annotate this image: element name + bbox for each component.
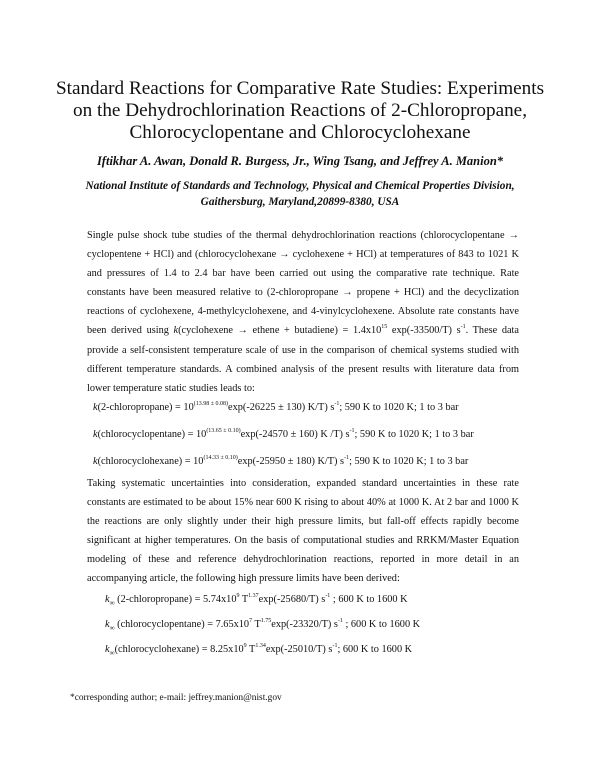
equation-rhs: exp(-24570 ± 160) K /T) s — [240, 429, 350, 440]
abstract-text-c: exp(-33500/T) s — [387, 325, 461, 337]
corresponding-author-footnote: *corresponding author; e-mail: jeffrey.manion@nist.gov — [70, 693, 282, 703]
rate-symbol: k — [173, 325, 179, 337]
equation-rhs: exp(-23320/T) s — [271, 619, 338, 630]
rate-equation-2-chloropropane — [93, 402, 459, 413]
equation-lhs: (chlorocyclohexane) = 8.25x10 — [114, 644, 244, 655]
temperature-symbol: T — [246, 644, 256, 655]
equation-range: ; 590 K to 1020 K; 1 to 3 bar — [354, 429, 474, 440]
abstract-text-d: . These data provide a self-consistent temperature scale of use in the comparison of chemical systems studied with different temperature standards. A combined analysis of the present results with literature data from lower temperature static studies leads to: — [87, 325, 519, 394]
equation-rhs: exp(-25950 ± 180) K/T) s — [237, 456, 345, 467]
equation-exponent: (14.33 ± 0.10) — [203, 455, 238, 461]
rate-symbol: k — [93, 402, 98, 413]
paragraph-text: Taking systematic uncertainties into consideration, expanded standard uncertainties in these rate constants are estimated to be about 15% near 600 K rising to about 40% at 1000 K. At 2 bar and 1000 K the reactions are only slightly under their high pressure limits, but fall-off effects rapidly become significant at higher temperatures. On the basis of computational studies and RRKM/Master Equation modeling of these and reference dehydrochlorination reactions, reported in more detail in an accompanying article, the following high pressure limits have been derived: — [87, 478, 519, 585]
equation-range: ; 600 K to 1600 K — [342, 619, 421, 630]
temperature-symbol: T — [239, 594, 249, 605]
unit-exponent: -1 — [460, 324, 466, 331]
infinity-subscript: ∞ — [109, 649, 115, 658]
equation-exponent: (13.98 ± 0.08) — [193, 401, 229, 407]
title-line-1: Standard Reactions for Comparative Rate Studies: Experiments — [55, 78, 545, 99]
paper-title — [40, 78, 560, 144]
unit-exponent: -1 — [334, 401, 340, 407]
equation-lhs: (chlorocyclohexane) = 10 — [97, 456, 204, 467]
unit-exponent: -1 — [325, 593, 331, 599]
author-list: Iftikhar A. Awan, Donald R. Burgess, Jr., Wing Tsang, and Jeffrey A. Manion* — [96, 154, 504, 168]
uncertainty-paragraph — [87, 474, 519, 589]
title-line-3: Chlorocyclopentane and Chlorocyclohexane — [129, 122, 471, 143]
unit-exponent: -1 — [344, 455, 350, 461]
equation-lhs: (chlorocyclopentane) = 10 — [97, 429, 207, 440]
title-line-2: on the Dehydrochlorination Reactions of 2-Chloropropane, — [73, 100, 527, 121]
rate-equation-chlorocyclopentane — [93, 429, 474, 440]
affiliation-line-1: National Institute of Standards and Technology, Physical and Chemical Properties Division, — [85, 180, 515, 192]
rate-symbol: k — [93, 456, 98, 467]
temperature-symbol: T — [252, 619, 261, 630]
temperature-exponent: 1.34 — [255, 643, 266, 649]
rate-equation-chlorocyclohexane — [93, 456, 468, 467]
equation-lhs: (chlorocyclopentane) = 7.65x10 — [114, 619, 250, 630]
equation-range: ; 590 K to 1020 K; 1 to 3 bar — [349, 456, 469, 467]
abstract-paragraph — [87, 226, 519, 398]
abstract-text-b: (cyclohexene → ethene + butadiene) = 1.4x10 — [178, 325, 382, 337]
infinity-subscript: ∞ — [109, 624, 115, 633]
exponent: 15 — [381, 324, 388, 331]
temperature-exponent: 1.75 — [260, 618, 272, 624]
equation-range: ; 590 K to 1020 K; 1 to 3 bar — [339, 402, 459, 413]
unit-exponent: -1 — [349, 428, 355, 434]
prefactor-exponent: 7 — [249, 618, 253, 624]
equation-exponent: (13.65 ± 0.10) — [206, 428, 241, 434]
high-pressure-limit-2-chloropropane — [105, 594, 408, 607]
equation-range: ; 600 K to 1600 K — [330, 594, 408, 605]
high-pressure-limit-chlorocyclohexane — [105, 644, 412, 657]
prefactor-exponent: 9 — [243, 643, 247, 649]
rate-symbol: k — [105, 644, 110, 655]
infinity-subscript: ∞ — [109, 599, 115, 608]
equation-rhs: exp(-25680/T) s — [258, 594, 326, 605]
unit-exponent: -1 — [337, 618, 343, 624]
rate-symbol: k — [105, 594, 110, 605]
rate-symbol: k — [105, 619, 110, 630]
affiliation — [60, 178, 540, 210]
equation-range: ; 600 K to 1600 K — [337, 644, 413, 655]
unit-exponent: -1 — [332, 643, 338, 649]
temperature-exponent: 1.37 — [248, 593, 259, 599]
equation-lhs: (2-chloropropane) = 10 — [97, 402, 194, 413]
rate-symbol: k — [93, 429, 98, 440]
affiliation-line-2: Gaithersburg, Maryland,20899-8380, USA — [200, 196, 400, 208]
equation-rhs: exp(-25010/T) s — [265, 644, 333, 655]
equation-lhs: (2-chloropropane) = 5.74x10 — [114, 594, 237, 605]
equation-rhs: exp(-26225 ± 130) K/T) s — [228, 402, 335, 413]
prefactor-exponent: 9 — [236, 593, 240, 599]
abstract-text-a: Single pulse shock tube studies of the thermal dehydrochlorination reactions (chlorocyclopentane → cyclopentene + HCl) and (chlorocyclohexane → cyclohexene + HCl) at temperatures of 843 to 1021 K and pressures of 1.4 to 2.4 bar have been carried out using the comparative rate technique. Rate constants have been measured relative to (2-chloropropane → propene + HCl) and the decyclization reactions of cyclohexene, 4-methylcyclohexene, and 4-vinylcyclohexene. Absolute rate constants have been derived using — [87, 230, 519, 337]
high-pressure-limit-chlorocyclopentane — [105, 619, 420, 632]
